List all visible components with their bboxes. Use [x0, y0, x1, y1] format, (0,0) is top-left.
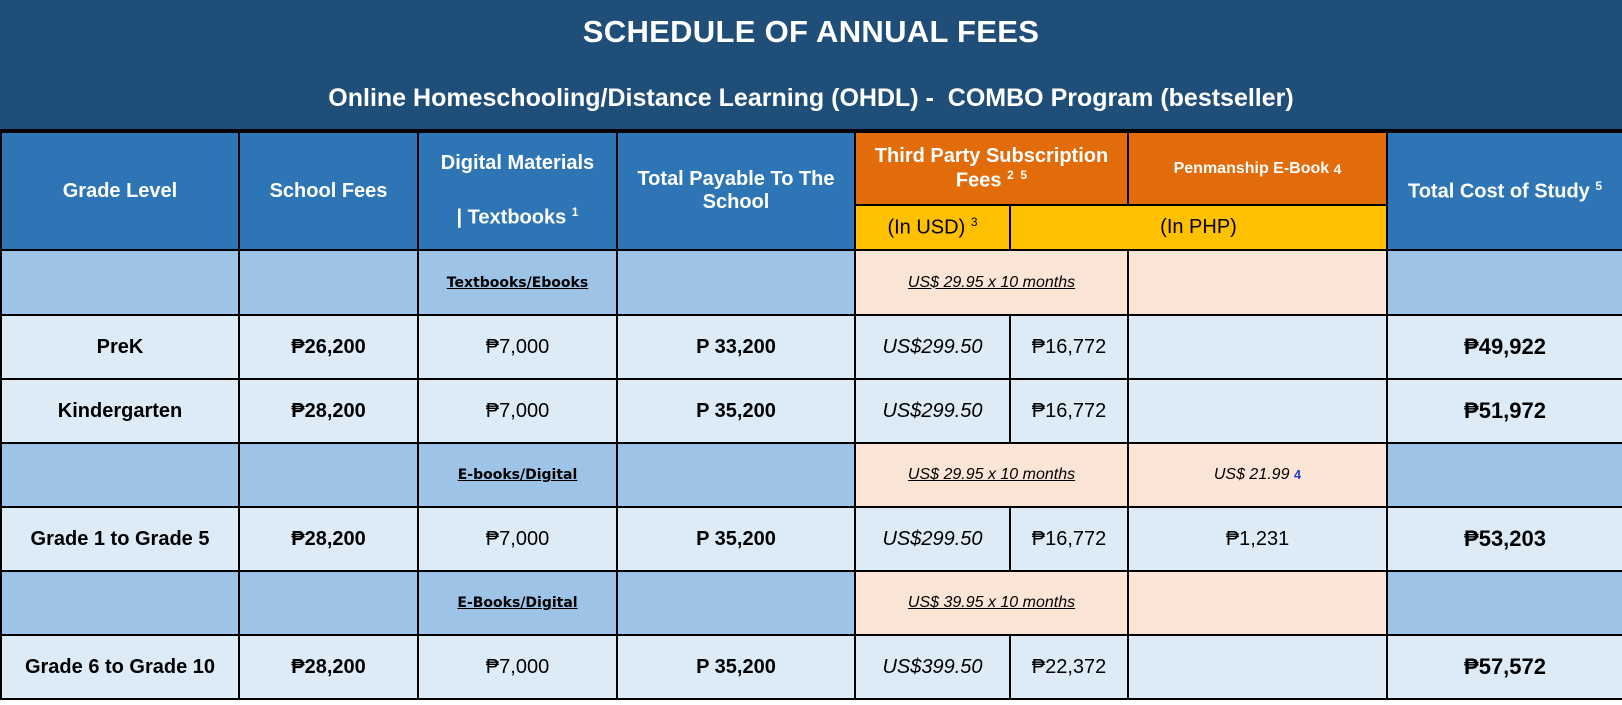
header-digital-materials-line1: Digital Materials — [440, 152, 595, 175]
subscription-usd-cell: US$299.50 — [855, 507, 1010, 571]
header-in-usd-label: (In USD) — [887, 216, 966, 239]
header-total-cost-label: Total Cost of Study — [1407, 180, 1590, 203]
subscription-php-cell: ₱16,772 — [1010, 379, 1128, 443]
digital-materials-cell: ₱7,000 — [418, 507, 617, 571]
total-payable-cell: P 33,200 — [617, 315, 855, 379]
header-in-php: (In PHP) — [1010, 205, 1387, 250]
footnote-marker: 3 — [970, 215, 978, 230]
ebook-rate — [1128, 571, 1387, 635]
header-in-usd — [855, 205, 1010, 250]
school-fees-cell: ₱28,200 — [239, 635, 418, 699]
ebook-php-cell — [1128, 379, 1387, 443]
header-school-fees: School Fees — [239, 132, 418, 250]
header-grade-level: Grade Level — [1, 132, 239, 250]
ebook-php-cell — [1128, 635, 1387, 699]
ebook-php-cell: ₱1,231 — [1128, 507, 1387, 571]
total-cost-cell: ₱57,572 — [1387, 635, 1622, 699]
subscription-rate: US$ 39.95 x 10 months — [907, 594, 1076, 611]
subscription-php-cell: ₱16,772 — [1010, 315, 1128, 379]
digital-materials-cell: ₱7,000 — [418, 315, 617, 379]
digital-materials-cell: ₱7,000 — [418, 379, 617, 443]
materials-type-label: E-books/Digital — [457, 467, 578, 483]
school-fees-cell: ₱28,200 — [239, 507, 418, 571]
subscription-usd-cell: US$299.50 — [855, 379, 1010, 443]
materials-type-label: Textbooks/Ebooks — [446, 274, 589, 291]
school-fees-cell: ₱26,200 — [239, 315, 418, 379]
footnote-marker: 4 — [1293, 467, 1302, 482]
header-third-party-line1: Third Party Subscription — [874, 144, 1109, 167]
footnote-marker: 4 — [1333, 160, 1342, 177]
subscription-rate: US$ 29.95 x 10 months — [907, 273, 1076, 291]
grade-level-cell: Grade 1 to Grade 5 — [1, 507, 239, 571]
footnote-marker: 1 — [571, 205, 579, 220]
total-cost-cell: ₱51,972 — [1387, 379, 1622, 443]
header-digital-materials-line2: | Textbooks — [456, 206, 567, 229]
fees-table — [0, 131, 1622, 700]
section-row — [1, 571, 1622, 635]
ebook-rate — [1128, 443, 1387, 507]
footnote-marker: 5 — [1595, 178, 1603, 193]
total-cost-cell: ₱53,203 — [1387, 507, 1622, 571]
subscription-php-cell: ₱16,772 — [1010, 507, 1128, 571]
total-cost-cell: ₱49,922 — [1387, 315, 1622, 379]
header-penmanship-ebook — [1128, 132, 1387, 205]
subscription-usd-cell: US$299.50 — [855, 315, 1010, 379]
school-fees-cell: ₱28,200 — [239, 379, 418, 443]
digital-materials-cell: ₱7,000 — [418, 635, 617, 699]
header-third-party-line2: Fees — [955, 169, 1002, 192]
total-payable-cell: P 35,200 — [617, 379, 855, 443]
header-digital-materials — [418, 132, 617, 250]
grade-level-cell: Kindergarten — [1, 379, 239, 443]
subscription-usd-cell: US$399.50 — [855, 635, 1010, 699]
ebook-usd-price: US$ 21.99 — [1213, 466, 1290, 483]
ebook-rate — [1128, 250, 1387, 315]
table-row — [1, 635, 1622, 699]
title-band — [0, 0, 1622, 131]
table-row — [1, 507, 1622, 571]
subscription-php-cell: ₱22,372 — [1010, 635, 1128, 699]
ebook-php-cell — [1128, 315, 1387, 379]
table-row — [1, 379, 1622, 443]
table-row — [1, 315, 1622, 379]
footnote-marker: 2 5 — [1007, 167, 1028, 182]
subscription-rate: US$ 29.95 x 10 months — [907, 466, 1076, 483]
page-title: SCHEDULE OF ANNUAL FEES — [582, 14, 1040, 49]
header-third-party-fees — [855, 132, 1128, 205]
grade-level-cell: Grade 6 to Grade 10 — [1, 635, 239, 699]
total-payable-cell: P 35,200 — [617, 635, 855, 699]
header-total-cost — [1387, 132, 1622, 250]
total-payable-cell: P 35,200 — [617, 507, 855, 571]
page-subtitle: Online Homeschooling/Distance Learning (OHDL) - COMBO Program (bestseller) — [328, 84, 1294, 112]
section-row — [1, 443, 1622, 507]
section-row — [1, 250, 1622, 315]
grade-level-cell: PreK — [1, 315, 239, 379]
materials-type-label: E-Books/Digital — [457, 595, 578, 611]
header-total-payable: Total Payable To The School — [617, 132, 855, 250]
header-penmanship-label: Penmanship E-Book — [1173, 159, 1330, 177]
